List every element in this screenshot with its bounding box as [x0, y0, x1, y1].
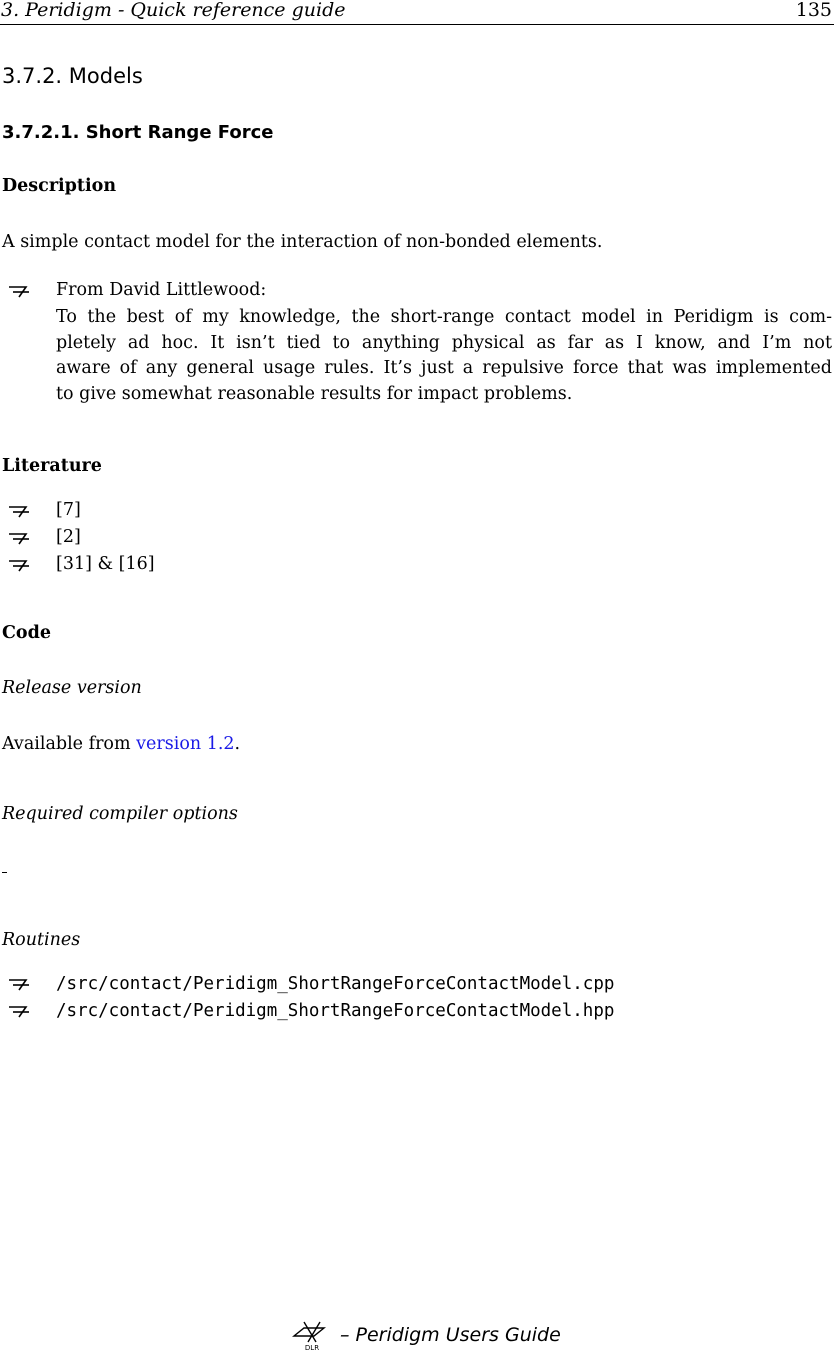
arrow-bullet-icon — [8, 1005, 32, 1019]
release-prefix: Available from — [2, 734, 137, 754]
arrow-bullet-icon — [8, 285, 32, 299]
release-version-text — [2, 731, 240, 757]
compiler-options-heading: Required compiler options — [2, 804, 238, 824]
release-version-heading: Release version — [2, 678, 142, 698]
code-heading: Code — [2, 623, 51, 643]
empty-dash — [2, 872, 7, 873]
release-suffix: . — [234, 734, 241, 754]
note-line: pletely ad hoc. It isn’t tied to anything physical as far as I know, and I’m not — [56, 332, 832, 353]
description-text: A simple contact model for the interaction of non-bonded elements. — [2, 232, 603, 252]
note-paragraph — [56, 305, 832, 407]
note-intro: From David Littlewood: — [56, 280, 267, 300]
arrow-bullet-icon — [8, 559, 32, 573]
version-link[interactable]: version 1.2 — [136, 734, 235, 754]
page-number: 135 — [795, 0, 832, 21]
footer — [290, 1318, 561, 1352]
arrow-bullet-icon — [8, 978, 32, 992]
routine-file: /src/contact/Peridigm_ShortRangeForceContactModel.cpp — [56, 974, 615, 994]
arrow-bullet-icon — [8, 532, 32, 546]
routines-heading: Routines — [2, 930, 81, 950]
literature-item: [7] — [56, 500, 81, 520]
header-rule — [0, 24, 834, 25]
literature-item: [2] — [56, 527, 81, 547]
running-header-title: 3. Peridigm - Quick reference guide — [1, 0, 346, 21]
note-line: To the best of my knowledge, the short-range contact model in Peridigm is com- — [56, 307, 832, 327]
note-line: aware of any general usage rules. It’s just a repulsive force that was implemented — [56, 358, 832, 378]
description-heading: Description — [2, 176, 117, 196]
arrow-bullet-icon — [8, 505, 32, 519]
note-line: to give somewhat reasonable results for impact problems. — [56, 383, 573, 404]
footer-text: – Peridigm Users Guide — [340, 1324, 561, 1346]
literature-heading: Literature — [2, 456, 102, 476]
logo-label: DLR — [304, 1344, 320, 1352]
dlr-logo-icon — [290, 1318, 334, 1352]
literature-item: [31] & [16] — [56, 554, 155, 574]
routine-file: /src/contact/Peridigm_ShortRangeForceContactModel.hpp — [56, 1001, 615, 1021]
subsection-heading: 3.7.2.1. Short Range Force — [2, 122, 274, 143]
section-heading: 3.7.2. Models — [2, 64, 143, 88]
